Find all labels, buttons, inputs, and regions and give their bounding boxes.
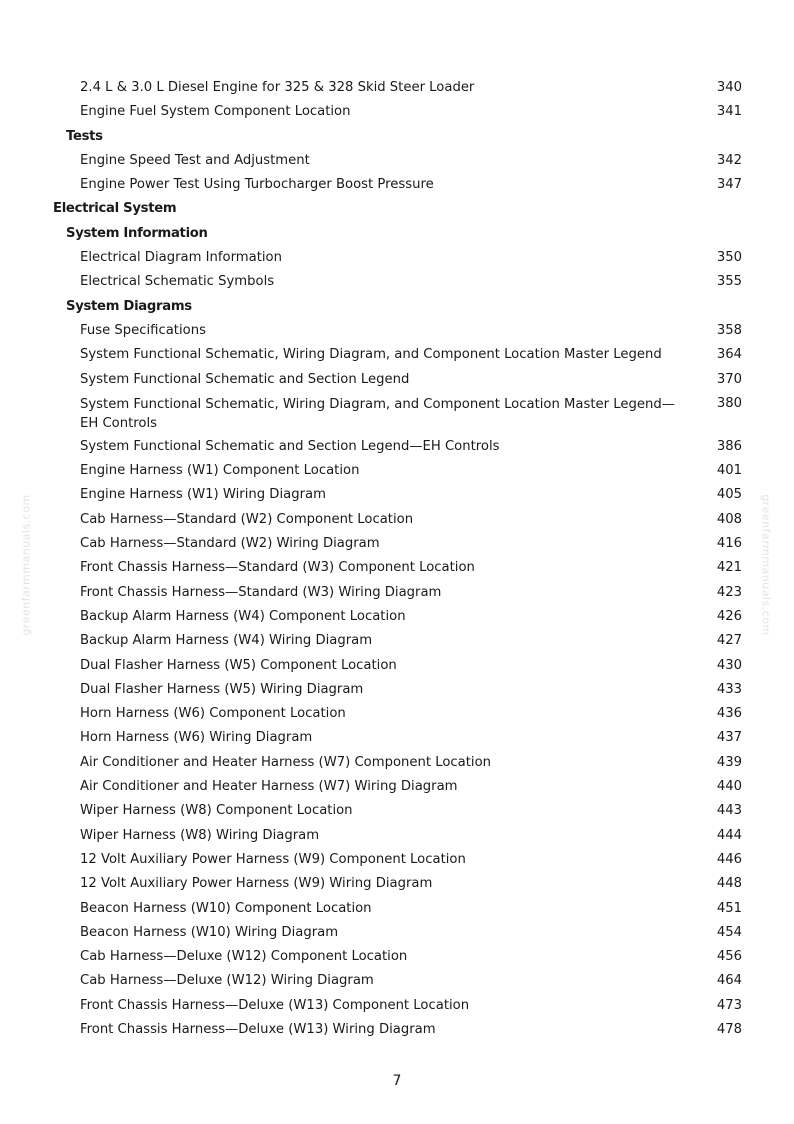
toc-page-number: 341 xyxy=(716,104,742,120)
toc-page-number: 423 xyxy=(716,584,742,600)
toc-title: Engine Fuel System Component Location xyxy=(80,104,351,120)
toc-title: Cab Harness—Standard (W2) Component Location xyxy=(80,511,414,527)
toc-entry[interactable] xyxy=(0,969,794,993)
toc-section-heading xyxy=(0,125,794,149)
toc-title: Beacon Harness (W10) Wiring Diagram xyxy=(80,924,339,940)
toc-page-number: 416 xyxy=(716,536,742,552)
toc-title: Front Chassis Harness—Standard (W3) Component Location xyxy=(80,560,475,576)
toc-page-number: 446 xyxy=(716,851,742,867)
toc-page-number: 427 xyxy=(716,633,742,649)
toc-page-number: 454 xyxy=(716,924,742,940)
toc-page-number: 440 xyxy=(716,779,742,795)
toc-entry[interactable] xyxy=(0,246,794,270)
toc-page-number: 355 xyxy=(716,274,742,290)
toc-entry[interactable] xyxy=(0,945,794,969)
toc-page-number: 364 xyxy=(716,347,742,363)
toc-title: Engine Power Test Using Turbocharger Boost Pressure xyxy=(80,177,434,193)
toc-title: System Functional Schematic, Wiring Diagram, and Component Location Master Legend xyxy=(80,347,662,363)
toc-title: Electrical Diagram Information xyxy=(80,250,282,266)
toc-entry[interactable] xyxy=(0,775,794,799)
toc-page-number: 350 xyxy=(716,250,742,266)
toc-entry[interactable] xyxy=(0,319,794,343)
toc-entry[interactable] xyxy=(0,824,794,848)
toc-entry[interactable] xyxy=(0,994,794,1018)
toc-entry[interactable] xyxy=(0,435,794,459)
toc-entry[interactable] xyxy=(0,581,794,605)
toc-entry[interactable] xyxy=(0,459,794,483)
watermark-left: greenfarmmanuals.com xyxy=(19,494,33,636)
toc-page-number: 405 xyxy=(716,487,742,503)
toc-entry[interactable] xyxy=(0,100,794,124)
toc-title: Electrical System xyxy=(53,201,177,217)
toc-page-number: 380 xyxy=(716,395,742,411)
toc-page-number: 347 xyxy=(716,177,742,193)
toc-entry[interactable] xyxy=(0,532,794,556)
toc-page-number: 436 xyxy=(716,706,742,722)
toc-entry[interactable] xyxy=(0,76,794,100)
toc-title: System Diagrams xyxy=(66,298,192,314)
toc-title: Dual Flasher Harness (W5) Component Location xyxy=(80,657,397,673)
toc-title: Horn Harness (W6) Wiring Diagram xyxy=(80,730,313,746)
toc-page-number: 386 xyxy=(716,438,742,454)
toc-entry[interactable] xyxy=(0,897,794,921)
toc-page-number: 408 xyxy=(716,511,742,527)
toc-title: Horn Harness (W6) Component Location xyxy=(80,706,346,722)
toc-entry[interactable] xyxy=(0,270,794,294)
toc-title: Wiper Harness (W8) Wiring Diagram xyxy=(80,827,320,843)
toc-title: Tests xyxy=(66,128,103,144)
watermark-right: greenfarmmanuals.com xyxy=(759,494,773,636)
toc-title: Cab Harness—Standard (W2) Wiring Diagram xyxy=(80,536,380,552)
toc-title: Wiper Harness (W8) Component Location xyxy=(80,803,353,819)
toc-page-number: 437 xyxy=(716,730,742,746)
toc-entry[interactable] xyxy=(0,848,794,872)
toc-title: System Functional Schematic and Section Legend—EH Controls xyxy=(80,438,500,454)
toc-entry[interactable] xyxy=(0,872,794,896)
toc-chapter-heading xyxy=(0,197,794,221)
toc-title: 12 Volt Auxiliary Power Harness (W9) Component Location xyxy=(80,851,466,867)
toc-title: 2.4 L & 3.0 L Diesel Engine for 325 & 328 Skid Steer Loader xyxy=(80,80,475,95)
toc-entry[interactable] xyxy=(0,799,794,823)
page-number: 7 xyxy=(392,1073,402,1089)
toc-page-number: 340 xyxy=(716,80,742,95)
toc-page-number: 426 xyxy=(716,608,742,624)
toc-title: System Functional Schematic and Section Legend xyxy=(80,371,410,387)
toc-page-number: 433 xyxy=(716,681,742,697)
toc-title: Fuse Specifications xyxy=(80,322,206,338)
toc-entry[interactable] xyxy=(0,392,794,435)
toc-title: 12 Volt Auxiliary Power Harness (W9) Wiring Diagram xyxy=(80,876,433,892)
toc-title: Front Chassis Harness—Standard (W3) Wiring Diagram xyxy=(80,584,442,600)
toc-section-heading xyxy=(0,295,794,319)
toc-title: Electrical Schematic Symbols xyxy=(80,274,275,290)
toc-entry[interactable] xyxy=(0,702,794,726)
toc-entry[interactable] xyxy=(0,508,794,532)
toc-page-number: 444 xyxy=(716,827,742,843)
table-of-contents xyxy=(0,76,794,1042)
toc-page-number: 464 xyxy=(716,973,742,989)
toc-page-number: 370 xyxy=(716,371,742,387)
toc-page-number: 358 xyxy=(716,322,742,338)
toc-page-number: 473 xyxy=(716,997,742,1013)
toc-title: Beacon Harness (W10) Component Location xyxy=(80,900,372,916)
toc-section-heading xyxy=(0,222,794,246)
toc-entry[interactable] xyxy=(0,726,794,750)
toc-entry[interactable] xyxy=(0,556,794,580)
toc-entry[interactable] xyxy=(0,368,794,392)
toc-title: Cab Harness—Deluxe (W12) Component Location xyxy=(80,949,408,965)
toc-page-number: 451 xyxy=(716,900,742,916)
toc-page-number: 448 xyxy=(716,876,742,892)
toc-page-number: 430 xyxy=(716,657,742,673)
toc-title: Dual Flasher Harness (W5) Wiring Diagram xyxy=(80,681,364,697)
toc-page-number: 401 xyxy=(716,463,742,479)
toc-entry[interactable] xyxy=(0,654,794,678)
toc-page-number: 421 xyxy=(716,560,742,576)
toc-entry[interactable] xyxy=(0,149,794,173)
toc-entry[interactable] xyxy=(0,678,794,702)
toc-title: Front Chassis Harness—Deluxe (W13) Wiring Diagram xyxy=(80,1021,436,1037)
toc-title: Engine Harness (W1) Wiring Diagram xyxy=(80,487,326,503)
toc-entry[interactable] xyxy=(0,343,794,367)
toc-entry[interactable] xyxy=(0,751,794,775)
toc-title: System Information xyxy=(66,225,208,241)
toc-entry[interactable] xyxy=(0,173,794,197)
toc-entry[interactable] xyxy=(0,483,794,507)
toc-page-number: 342 xyxy=(716,152,742,168)
toc-entry[interactable] xyxy=(0,1018,794,1042)
toc-title: Backup Alarm Harness (W4) Component Location xyxy=(80,608,406,624)
toc-title: Engine Speed Test and Adjustment xyxy=(80,152,310,168)
toc-title: Front Chassis Harness—Deluxe (W13) Component Location xyxy=(80,997,470,1013)
toc-title: System Functional Schematic, Wiring Diagram, and Component Location Master Legend—EH Controls xyxy=(80,396,675,431)
toc-entry[interactable] xyxy=(0,605,794,629)
toc-entry[interactable] xyxy=(0,921,794,945)
toc-page-number: 456 xyxy=(716,949,742,965)
toc-page-number: 443 xyxy=(716,803,742,819)
toc-title: Air Conditioner and Heater Harness (W7) Component Location xyxy=(80,754,492,770)
toc-title: Air Conditioner and Heater Harness (W7) Wiring Diagram xyxy=(80,779,458,795)
toc-title: Engine Harness (W1) Component Location xyxy=(80,463,360,479)
toc-page-number: 439 xyxy=(716,754,742,770)
toc-title: Cab Harness—Deluxe (W12) Wiring Diagram xyxy=(80,973,374,989)
toc-entry[interactable] xyxy=(0,629,794,653)
toc-page-number: 478 xyxy=(716,1021,742,1037)
toc-title: Backup Alarm Harness (W4) Wiring Diagram xyxy=(80,633,373,649)
